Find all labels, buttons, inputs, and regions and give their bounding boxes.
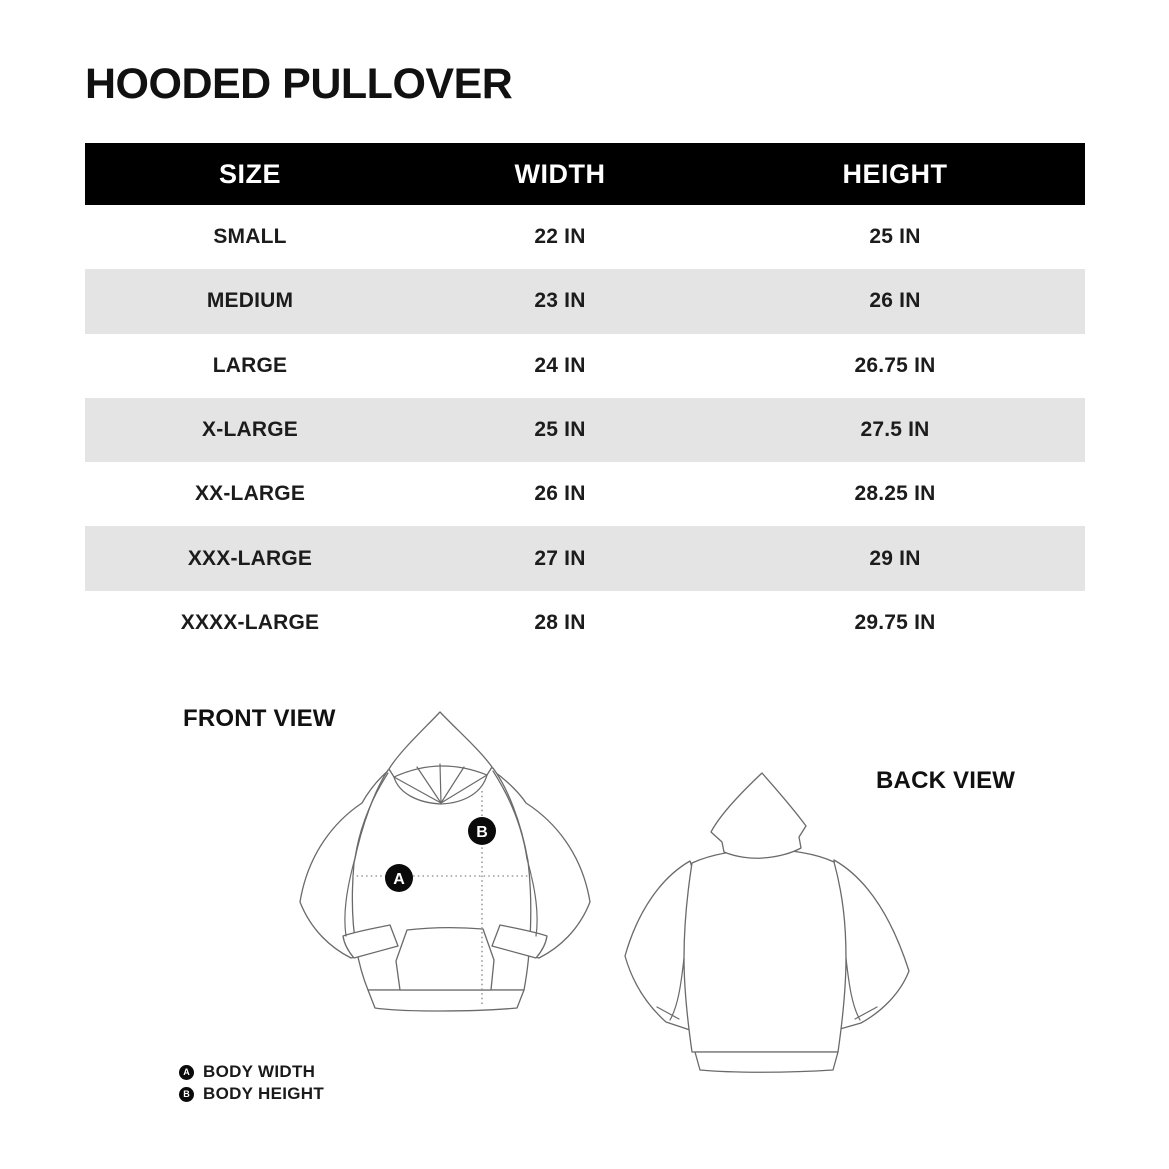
width-cell: 26 IN [534,482,586,506]
width-cell: 24 IN [534,353,586,377]
back-view-label: BACK VIEW [876,767,1016,794]
legend-label: BODY HEIGHT [203,1084,325,1103]
height-cell: 29.75 IN [854,610,936,634]
height-cell: 29 IN [869,546,921,570]
front-hoodie-drawing [288,703,613,1038]
table-header-row [85,143,1085,205]
height-cell: 28.25 IN [854,482,936,506]
table-row [85,526,1085,590]
height-cell: 26.75 IN [854,353,936,377]
header-width: WIDTH [514,158,606,189]
size-cell: XXX-LARGE [187,546,313,570]
width-cell: 25 IN [534,418,586,442]
size-cell: LARGE [212,353,288,377]
size-cell: XX-LARGE [194,482,306,506]
front-view-label: FRONT VIEW [183,705,336,732]
width-cell: 22 IN [534,225,586,249]
height-cell: 26 IN [869,289,921,313]
legend-marker-a-icon: A [179,1065,194,1080]
size-cell: SMALL [213,225,287,249]
size-table [85,143,1085,655]
size-cell: X-LARGE [202,418,298,442]
width-cell: 27 IN [534,546,586,570]
table-row [85,269,1085,333]
table-row [85,205,1085,269]
page-title: HOODED PULLOVER [85,60,513,108]
back-hoodie-drawing [612,760,922,1080]
height-cell: 25 IN [869,225,921,249]
front-pocket [396,928,494,990]
width-cell: 28 IN [534,610,586,634]
legend-label: BODY WIDTH [203,1062,316,1081]
header-size: SIZE [218,158,281,189]
back-hem-band [695,1052,838,1072]
marker-b-letter: B [476,824,488,841]
marker-a-letter: A [393,871,405,888]
legend-item-body-height [179,1084,324,1104]
table-row [85,334,1085,398]
size-cell: MEDIUM [206,289,294,313]
legend-item-body-width [179,1062,324,1082]
legend-marker-b-icon: B [179,1087,194,1102]
table-row [85,398,1085,462]
size-cell: XXXX-LARGE [180,610,320,634]
width-cell: 23 IN [534,289,586,313]
front-hem-band [368,990,524,1011]
table-row [85,462,1085,526]
measurement-legend [179,1062,324,1106]
height-cell: 27.5 IN [860,418,930,442]
header-height: HEIGHT [842,158,948,189]
table-row [85,591,1085,655]
back-hood [711,773,806,858]
back-body [684,850,846,1052]
